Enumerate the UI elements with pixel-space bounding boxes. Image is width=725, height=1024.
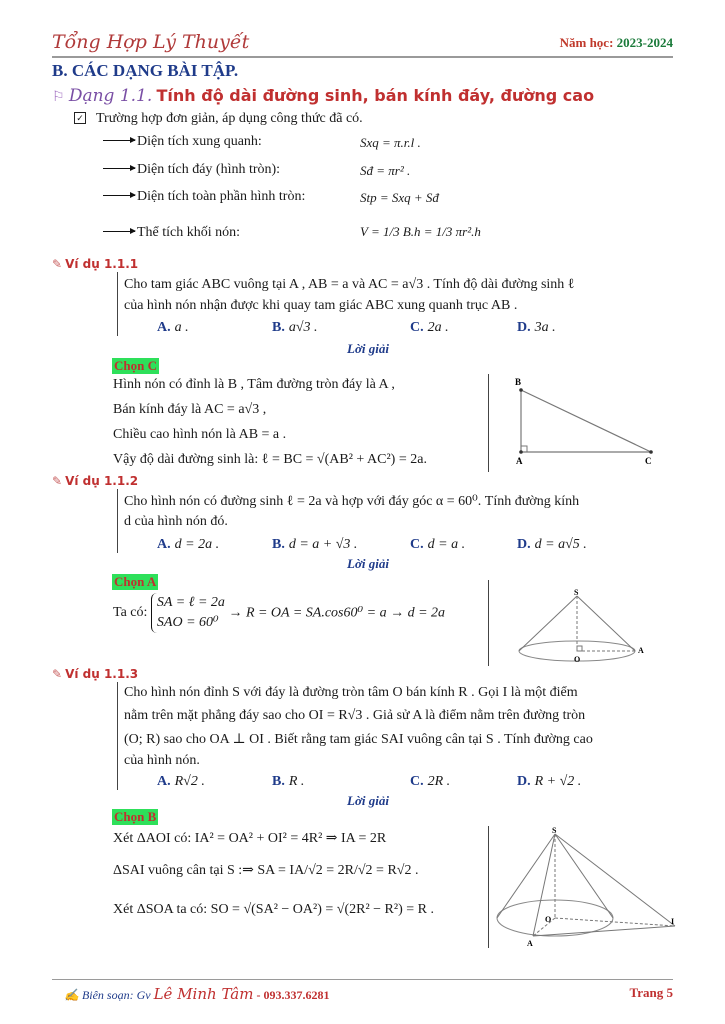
answer-badge: Chọn B bbox=[114, 809, 157, 824]
arrow-icon bbox=[103, 140, 135, 141]
example-line: d của hình nón đó. bbox=[124, 514, 228, 529]
option-d: D. R + √2 . bbox=[517, 774, 582, 789]
dang-label: Dạng 1.1. bbox=[68, 86, 153, 106]
formula-row bbox=[103, 162, 280, 178]
solution-line: Bán kính đáy là AC = a√3 , bbox=[113, 402, 267, 417]
svg-text:I: I bbox=[671, 917, 675, 926]
school-year bbox=[560, 35, 673, 51]
example-title: ✎ Ví dụ 1.1.1 bbox=[52, 257, 139, 271]
formula-row bbox=[103, 134, 262, 150]
solution-line: Vậy độ dài đường sinh là: ℓ = BC = √(AB² + AC²) = 2a. bbox=[113, 452, 427, 467]
section-title: B. CÁC DẠNG BÀI TẬP. bbox=[52, 61, 239, 80]
option-b: B. a√3 . bbox=[272, 320, 318, 335]
arrow-icon bbox=[103, 231, 135, 232]
example-bar bbox=[117, 489, 118, 553]
option-d: D. d = a√5 . bbox=[517, 537, 587, 552]
author-phone: - 093.337.6281 bbox=[256, 988, 330, 1002]
pencil-icon: ✎ bbox=[52, 257, 63, 271]
arrow-icon bbox=[103, 195, 135, 196]
svg-text:O: O bbox=[574, 655, 581, 664]
arrow-icon bbox=[103, 168, 135, 169]
figure-divider bbox=[488, 826, 489, 948]
option-b: B. d = a + √3 . bbox=[272, 537, 358, 552]
solution-line: ΔSAI vuông cân tại S :⇒ SA = IA/√2 = 2R/√2 = R√2 . bbox=[113, 863, 419, 878]
triangle-figure bbox=[505, 372, 670, 472]
example-title: ✎ Ví dụ 1.1.3 bbox=[52, 667, 139, 681]
cone-figure bbox=[510, 588, 660, 668]
example-bar bbox=[117, 272, 118, 336]
pencil-icon: ✎ bbox=[52, 474, 63, 488]
svg-text:O: O bbox=[545, 915, 552, 924]
footer-divider bbox=[52, 979, 673, 980]
pencil-icon: ✎ bbox=[52, 667, 63, 681]
solution-line: Hình nón có đỉnh là B , Tâm đường tròn đáy là A , bbox=[113, 377, 395, 392]
formula-expr: Stp = Sxq + Sđ bbox=[360, 190, 439, 205]
formula-row bbox=[103, 225, 240, 241]
figure-divider bbox=[488, 580, 489, 666]
dang-heading bbox=[52, 86, 594, 106]
equation-system: SA = ℓ = 2a SAO = 60⁰ bbox=[151, 593, 225, 633]
example-bar bbox=[117, 682, 118, 790]
option-a: A. a . bbox=[157, 320, 189, 335]
option-c: C. d = a . bbox=[410, 537, 466, 552]
svg-text:A: A bbox=[638, 646, 644, 655]
example-line: Cho hình nón có đường sinh ℓ = 2a và hợp với đáy góc α = 60⁰. Tính đường kính bbox=[124, 494, 580, 509]
example-line: Cho hình nón đỉnh S với đáy là đường tròn tâm O bán kính R . Gọi I là một điểm bbox=[124, 685, 578, 700]
example-title: ✎ Ví dụ 1.1.2 bbox=[52, 474, 139, 488]
option-a: A. R√2 . bbox=[157, 774, 205, 789]
cone-figure-2 bbox=[495, 826, 685, 951]
option-c: C. 2a . bbox=[410, 320, 449, 335]
header-divider bbox=[52, 56, 673, 58]
loi-giai-label: Lời giải bbox=[347, 341, 390, 356]
flag-icon: ⚐ bbox=[52, 90, 65, 105]
option-c: C. 2R . bbox=[410, 774, 451, 789]
formula-label: Diện tích đáy (hình tròn): bbox=[137, 162, 281, 177]
author-name: Lê Minh Tâm bbox=[153, 985, 254, 1003]
example-line: (O; R) sao cho OA ⊥ OI . Biết rằng tam giác SAI vuông cân tại S . Tính đường cao bbox=[124, 732, 593, 747]
svg-text:S: S bbox=[552, 826, 557, 835]
dang-title: Tính độ dài đường sinh, bán kính đáy, đường cao bbox=[156, 86, 595, 105]
svg-text:C: C bbox=[645, 456, 652, 466]
example-line: Cho tam giác ABC vuông tại A , AB = a và AC = a√3 . Tính độ dài đường sinh ℓ bbox=[124, 277, 575, 292]
option-a: A. d = 2a . bbox=[157, 537, 220, 552]
solution-line: Chiều cao hình nón là AB = a . bbox=[113, 427, 287, 442]
intro-text: Trường hợp đơn giản, áp dụng công thức đã có. bbox=[96, 111, 363, 126]
formula-label: Diện tích xung quanh: bbox=[137, 134, 262, 149]
svg-text:A: A bbox=[527, 939, 533, 948]
solution-system: Ta có: SA = ℓ = 2a SAO = 60⁰ → R = OA = SA.cos60⁰ = a → d = 2a bbox=[113, 593, 445, 633]
year-value: 2023-2024 bbox=[616, 35, 673, 50]
example-line: của hình nón nhận được khi quay tam giác ABC xung quanh trục AB . bbox=[124, 298, 518, 313]
solution-line: Xét ΔAOI có: IA² = OA² + OI² = 4R² ⇒ IA = 2R bbox=[113, 831, 387, 846]
formula-expr: Sxq = π.r.l . bbox=[360, 135, 421, 150]
page-number: Trang 5 bbox=[629, 985, 673, 1000]
formula-expr: Sđ = πr² . bbox=[360, 163, 411, 178]
option-b: B. R . bbox=[272, 774, 305, 789]
year-label: Năm học: bbox=[559, 35, 614, 50]
checkbox-icon: ✓ bbox=[74, 112, 86, 124]
loi-giai-label: Lời giải bbox=[347, 556, 390, 571]
example-line: nằm trên mặt phẳng đáy sao cho OI = R√3 . Giả sử A là điểm nằm trên đường tròn bbox=[124, 708, 586, 723]
footer-author: ✍ Biên soạn: Gv Lê Minh Tâm - 093.337.6281 bbox=[64, 985, 330, 1003]
header-title: Tổng Hợp Lý Thuyết bbox=[52, 31, 250, 53]
svg-text:B: B bbox=[515, 377, 522, 387]
intro-line bbox=[74, 111, 363, 127]
figure-divider bbox=[488, 374, 489, 472]
loi-giai-label: Lời giải bbox=[347, 793, 390, 808]
svg-text:A: A bbox=[516, 456, 523, 466]
answer-badge: Chọn A bbox=[114, 574, 157, 589]
option-d: D. 3a . bbox=[517, 320, 556, 335]
solution-line: Xét ΔSOA ta có: SO = √(SA² − OA²) = √(2R² − R²) = R . bbox=[113, 902, 434, 917]
formula-label: Diện tích toàn phần hình tròn: bbox=[137, 189, 306, 204]
example-line: của hình nón. bbox=[124, 753, 200, 768]
formula-expr: V = 1/3 B.h = 1/3 πr².h bbox=[360, 224, 481, 239]
svg-text:S: S bbox=[574, 588, 579, 597]
formula-row bbox=[103, 189, 305, 205]
answer-badge: Chọn C bbox=[114, 358, 157, 373]
formula-label: Thể tích khối nón: bbox=[137, 225, 241, 240]
